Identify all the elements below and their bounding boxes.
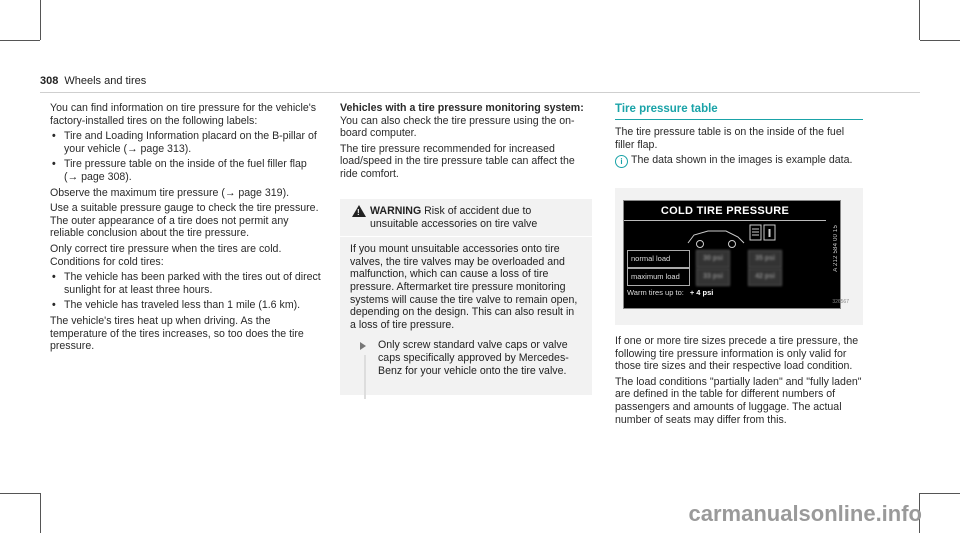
warm-value: + 4 psi	[689, 288, 714, 297]
load-icon	[748, 223, 778, 243]
header-rule	[40, 92, 920, 93]
list-item: • Tire and Loading Information placard on the B-pillar of your vehicle (→ page 313).	[50, 130, 322, 155]
crop-mark	[40, 493, 41, 533]
pressure-cell: 33 psi	[696, 268, 730, 286]
paragraph: Use a suitable pressure gauge to check the tire pressure. The outer appearance of a tire does not permit any reliable conclusion about the tire pressure.	[50, 202, 319, 240]
figure-box	[615, 188, 863, 325]
paragraph: Observe the maximum tire pressure (→ page 319).	[50, 186, 290, 199]
column-3-top	[615, 126, 865, 170]
paragraph: The tire pressure table is on the inside of the fuel filler flap.	[615, 126, 845, 151]
warning-header	[340, 199, 592, 236]
tpms-paragraph	[340, 102, 592, 140]
paragraph: The load conditions "partially laden" and "fully laden" are defined in the table for different numbers of passengers and amounts of luggage. The actual number of seats may differ from this.	[615, 375, 862, 426]
watermark: carmanualsonline.info	[688, 501, 922, 526]
placard-title: COLD TIRE PRESSURE	[660, 205, 790, 217]
page-number: 308	[40, 75, 59, 87]
normal-load-label: normal load	[627, 250, 690, 268]
section-rule	[615, 119, 863, 120]
crop-mark	[919, 0, 920, 40]
list-item: • Tire pressure table on the inside of the fuel filler flap (→ page 308).	[50, 158, 322, 183]
crop-mark	[40, 0, 41, 40]
warning-text: If you mount unsuitable accessories onto tire valves, the tire valves may be overloaded and malfunction, which can cause a loss of tire pressure. Aftermarket tire pressure monitoring systems will cause the tire valve to remain open, depending on the design. This can also result in a loss of tire pressure.	[350, 243, 578, 331]
tire-pressure-placard	[623, 200, 841, 309]
section-name: Wheels and tires	[64, 75, 147, 87]
warning-label: WARNING	[370, 205, 422, 217]
intro-text: You can find information on tire pressure for the vehicle's factory-installed tires on the following labels:	[50, 102, 317, 127]
warm-tires-text	[627, 288, 713, 297]
column-2	[340, 102, 592, 184]
section-title: Tire pressure table	[615, 103, 718, 115]
part-number: A 212 584 00 15	[833, 225, 839, 272]
column-1	[50, 102, 322, 356]
action-bar	[364, 355, 366, 399]
figure-code: 326567	[832, 299, 849, 305]
action-text: Only screw standard valve caps or valve caps specifically approved by Mercedes-Benz for your vehicle onto the tire valve.	[378, 339, 569, 377]
paragraph: The vehicle's tires heat up when driving. As the temperature of the tires increases, so too does the tire pressure.	[50, 314, 304, 353]
crop-mark	[0, 493, 40, 494]
crop-mark	[0, 40, 40, 41]
warning-body	[340, 237, 592, 383]
paragraph: The tire pressure recommended for increased load/speed in the tire pressure table can affect the ride comfort.	[340, 142, 575, 180]
pressure-cell: 30 psi	[696, 250, 730, 268]
pressure-cell: 35 psi	[748, 250, 782, 268]
warning-box	[340, 199, 592, 395]
page-header	[40, 75, 146, 87]
list-item: • The vehicle has traveled less than 1 mile (1.6 km).	[50, 299, 322, 312]
warning-triangle-icon: !	[352, 205, 366, 217]
maximum-load-label: maximum load	[627, 268, 690, 286]
paragraph: If one or more tire sizes precede a tire pressure, the following tire pressure information is only valid for those tire sizes and their respective load condition.	[615, 335, 859, 373]
note-text: The data shown in the images is example data.	[631, 154, 853, 167]
info-icon: i	[615, 155, 628, 168]
crop-mark	[920, 40, 960, 41]
paragraph: Only correct tire pressure when the tires are cold. Conditions for cold tires:	[50, 242, 282, 268]
tpms-heading: Vehicles with a tire pressure monitoring system:	[340, 102, 584, 114]
tpms-text: You can also check the tire pressure using the on-board computer.	[340, 114, 575, 140]
crop-mark	[920, 493, 960, 494]
warm-label: Warm tires up to:	[627, 288, 684, 297]
pressure-cell: 42 psi	[748, 268, 782, 286]
warning-action	[356, 339, 582, 377]
warning-title: Risk of accident due to unsuitable accessories on tire valve	[370, 205, 538, 230]
note	[615, 154, 865, 167]
car-outline-icon	[686, 223, 746, 249]
list-item: • The vehicle has been parked with the tires out of direct sunlight for at least three hours.	[50, 271, 322, 296]
divider	[624, 220, 826, 221]
column-3-bottom	[615, 335, 865, 429]
